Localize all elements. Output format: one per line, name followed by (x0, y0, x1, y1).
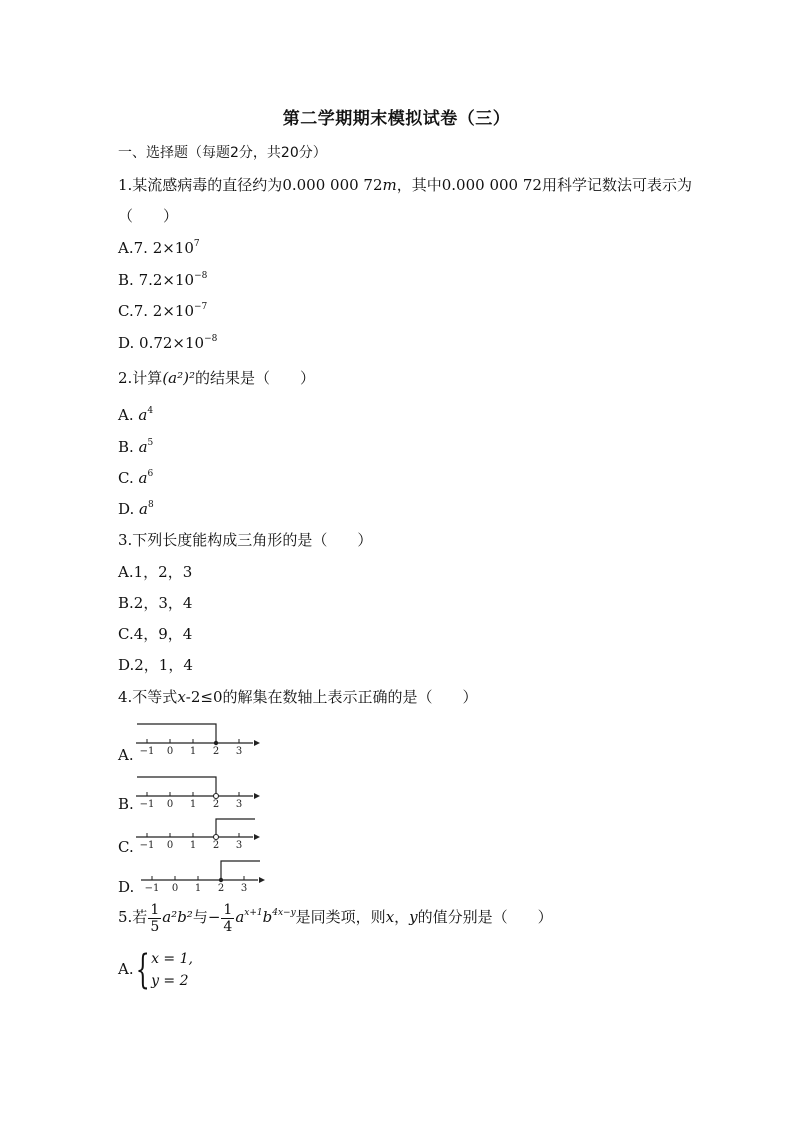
tick-label: 1 (189, 799, 197, 807)
tick-label: 1 (189, 746, 197, 754)
tick-label: 3 (235, 799, 243, 807)
question-5-stem (118, 900, 553, 935)
equation-1: x = 1, (151, 951, 193, 967)
q5-var-x: x (385, 908, 395, 926)
q1-option-d (118, 333, 217, 353)
option-base: a (138, 406, 148, 424)
option-exponent: −8 (194, 271, 208, 281)
q2-stem-b: 的结果是（ ） (195, 369, 316, 387)
left-brace-icon: { (135, 947, 150, 993)
q2-expression: (a²)² (162, 369, 195, 387)
tick-label: −1 (144, 883, 160, 891)
option-exponent: 4 (147, 406, 154, 416)
q4-number-line-a (133, 720, 261, 754)
fraction-denominator: 4 (223, 918, 233, 935)
option-base: a (139, 500, 148, 518)
q3-option-a: A.1，2，3 (118, 563, 193, 581)
tick-label: 2 (212, 799, 220, 807)
q5-term-2-exp-1: x+1 (244, 908, 263, 918)
q2-option-c (118, 468, 153, 488)
q5-term-2-b: b (262, 908, 273, 926)
q3-option-d: D.2，1，4 (118, 656, 193, 674)
q5-comma: ， (394, 908, 410, 926)
option-label: C. (118, 302, 134, 320)
q5-var-y: y (409, 908, 418, 926)
tick-label: 1 (189, 840, 197, 848)
option-label: A. (118, 239, 134, 257)
option-label: B. (118, 438, 134, 456)
q1-stem-a: 1.某流感病毒的直径约为0.000 000 72 (118, 176, 383, 194)
tick-label: −1 (139, 840, 155, 848)
q4-stem-a: 4.不等式 (118, 688, 178, 706)
q4-option-b-label: B. (118, 795, 134, 813)
tick-label: 1 (194, 883, 202, 891)
option-label: A. (118, 406, 134, 424)
option-base: a (138, 438, 148, 456)
q4-number-line-d (138, 857, 266, 891)
question-2-stem (118, 368, 315, 388)
q5-term-2-exp-2: 4x−y (272, 908, 296, 918)
number-line-b-graphic (133, 773, 261, 807)
tick-label: 3 (235, 746, 243, 754)
q4-number-line-b (133, 773, 261, 807)
tick-label: 0 (166, 799, 174, 807)
option-label: C. (118, 469, 134, 487)
number-line-c-graphic (133, 814, 261, 848)
option-exponent: 7 (193, 239, 200, 249)
option-base: a (138, 469, 148, 487)
option-exponent: −7 (194, 302, 208, 312)
option-exponent: 5 (147, 438, 154, 448)
option-exponent: −8 (204, 334, 218, 344)
q5-stem-b: 是同类项，则 (295, 908, 386, 926)
tick-label: 3 (240, 883, 248, 891)
q5-term-1: a²b² (162, 908, 193, 926)
q5-stem-mid: 与 (192, 908, 208, 926)
q3-option-c: C.4，9，4 (118, 625, 193, 643)
tick-label: 2 (212, 840, 220, 848)
q4-option-d-label: D. (118, 878, 135, 896)
q1-option-b (118, 270, 207, 290)
tick-label: 2 (212, 746, 220, 754)
q1-option-c (118, 301, 207, 321)
q1-stem-cont: （ ） (118, 207, 179, 225)
fraction-denominator: 5 (150, 918, 160, 935)
q4-number-line-c (133, 814, 261, 848)
option-exponent: 6 (147, 469, 154, 479)
q4-var-x: x (177, 688, 186, 706)
q5-stem-a: 5.若 (118, 908, 148, 926)
tick-label: −1 (139, 799, 155, 807)
q5-term-2-a: a (235, 908, 245, 926)
option-label: A. (118, 960, 134, 978)
option-text: 0.72×10 (134, 334, 205, 352)
fraction-numerator: 1 (150, 901, 160, 918)
q5-fraction-2 (221, 902, 234, 935)
q4-stem-b: -2≤0的解集在数轴上表示正确的是（ ） (185, 688, 478, 706)
option-text: 7.2×10 (133, 271, 195, 289)
tick-label: 0 (166, 840, 174, 848)
q2-option-a (118, 405, 153, 425)
q5-fraction-1 (148, 902, 161, 935)
q4-option-a-label: A. (118, 746, 134, 764)
question-4-stem (118, 687, 478, 707)
q2-option-d (118, 499, 154, 519)
option-exponent: 8 (148, 500, 154, 510)
section-header: 一、选择题（每题2分，共20分） (118, 145, 327, 161)
q1-stem-b: ，其中0.000 000 72用科学记数法可表示为 (396, 176, 692, 194)
q5-minus-sign: − (207, 908, 221, 926)
q5-stem-c: 的值分别是（ ） (417, 908, 553, 926)
tick-label: 2 (217, 883, 225, 891)
q4-option-c-label: C. (118, 838, 134, 856)
option-label: B. (118, 271, 134, 289)
question-3-stem: 3.下列长度能构成三角形的是（ ） (118, 531, 373, 549)
option-label: D. (118, 334, 135, 352)
fraction-numerator: 1 (223, 901, 233, 918)
number-line-d-graphic (138, 857, 266, 891)
q5-option-a (118, 947, 193, 992)
number-line-a-graphic (133, 720, 261, 754)
q3-option-b: B.2，3，4 (118, 594, 193, 612)
option-text: 7. 2×10 (133, 239, 194, 257)
equation-2: y = 2 (151, 973, 189, 989)
question-1-stem (118, 175, 692, 195)
equation-system (151, 948, 193, 992)
tick-label: 0 (171, 883, 179, 891)
q2-stem-a: 2.计算 (118, 369, 163, 387)
q2-option-b (118, 437, 153, 457)
page-title: 第二学期期末模拟试卷（三） (282, 109, 511, 129)
option-text: 7. 2×10 (133, 302, 194, 320)
tick-label: 0 (166, 746, 174, 754)
tick-label: 3 (235, 840, 243, 848)
q1-var-m: m (382, 176, 397, 194)
tick-label: −1 (139, 746, 155, 754)
option-label: D. (118, 500, 135, 518)
q1-option-a (118, 238, 200, 258)
